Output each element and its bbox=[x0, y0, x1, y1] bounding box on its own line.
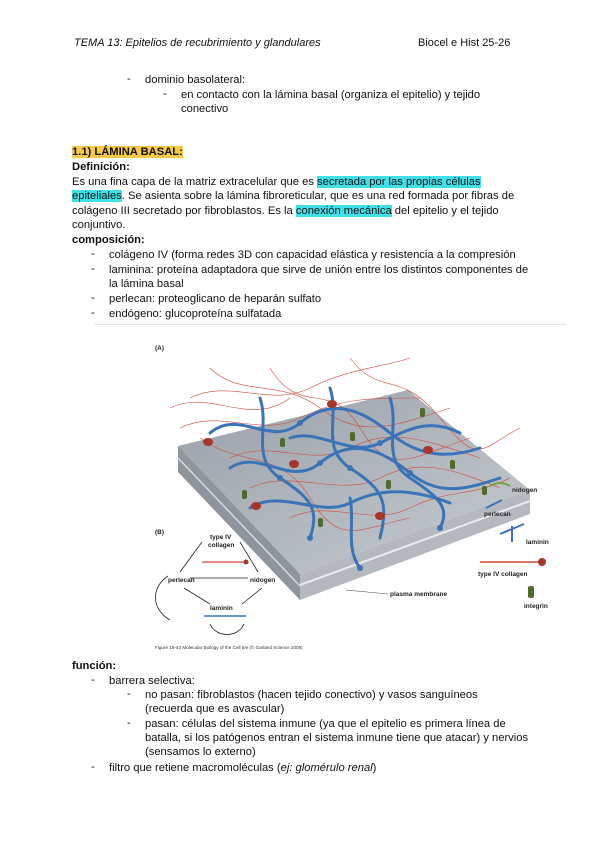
definition-line-1: Es una fina capa de la matriz extracelular que es secretada por las propias células bbox=[72, 176, 481, 188]
figure-label-b: (B) bbox=[155, 529, 165, 536]
composition-item-cont: la lámina basal bbox=[109, 278, 184, 290]
cycle-arrows bbox=[155, 542, 262, 635]
dash: - bbox=[127, 717, 131, 729]
dash: - bbox=[91, 761, 95, 773]
divider bbox=[94, 324, 566, 325]
section-heading: 1.1) LÁMINA BASAL: bbox=[72, 146, 183, 158]
definition-label: Definición: bbox=[72, 161, 130, 173]
function-label: función: bbox=[72, 660, 117, 672]
figure-label-a: (A) bbox=[155, 345, 165, 352]
legend-laminin: laminin bbox=[526, 539, 549, 546]
composition-item: laminina: proteína adaptadora que sirve de unión entre los distintos componentes de bbox=[109, 264, 529, 276]
legend-nidogen: nidogen bbox=[512, 487, 538, 494]
function-item: barrera selectiva: bbox=[109, 675, 195, 687]
composition-label: composición: bbox=[72, 234, 145, 246]
header-course: Biocel e Hist 25-26 bbox=[418, 37, 511, 49]
cycle-collagen-line1: type IV bbox=[210, 534, 232, 541]
definition-line-4: conjuntivo. bbox=[72, 219, 126, 231]
dash: - bbox=[127, 688, 131, 700]
figure-caption: Figure 19-43 Molecular Biology of the Cell 5/e (© Garland Science 2008) bbox=[155, 645, 303, 650]
basal-lamina-figure bbox=[150, 338, 570, 654]
dash: - bbox=[91, 292, 95, 304]
dash: - bbox=[127, 73, 131, 85]
function-subitem: pasan: células del sistema inmune (ya que el epitelio es primera línea de bbox=[145, 718, 506, 730]
legend-perlecan: perlecan bbox=[484, 511, 511, 518]
plasma-pointer bbox=[346, 590, 388, 594]
intro-item: dominio basolateral: bbox=[145, 74, 246, 86]
dash: - bbox=[91, 248, 95, 260]
definition-line-3: colágeno III secretado por fibroblastos. Es la conexión mecánica del epitelio y el tejido bbox=[72, 205, 499, 217]
integrin-icon bbox=[528, 586, 534, 598]
dash: - bbox=[91, 674, 95, 686]
intro-sub: en contacto con la lámina basal (organiza el epitelio) y tejido bbox=[181, 89, 481, 101]
header-title: TEMA 13: Epitelios de recubrimiento y glandulares bbox=[74, 37, 321, 49]
function-subitem-cont: (recuerda que es avascular) bbox=[145, 703, 285, 715]
legend-collagen: type IV collagen bbox=[478, 571, 528, 578]
composition-item: colágeno IV (forma redes 3D con capacidad elástica y resistencia a la compresión bbox=[109, 249, 516, 261]
function-item: filtro que retiene macromoléculas (ej: glomérulo renal) bbox=[109, 762, 377, 774]
dash: - bbox=[163, 88, 167, 100]
cycle-nidogen: nidogen bbox=[250, 577, 276, 584]
cycle-collagen-line2: collagen bbox=[208, 542, 235, 549]
composition-item: perlecan: proteoglicano de heparán sulfato bbox=[109, 293, 322, 305]
composition-item: endógeno: glucoproteína sulfatada bbox=[109, 308, 282, 320]
cycle-perlecan: perlecan bbox=[168, 577, 195, 584]
dash: - bbox=[91, 263, 95, 275]
function-subitem: no pasan: fibroblastos (hacen tejido conectivo) y vasos sanguíneos bbox=[145, 689, 478, 701]
intro-sub-cont: conectivo bbox=[181, 103, 229, 115]
dash: - bbox=[91, 307, 95, 319]
function-subitem-cont: (sensamos lo externo) bbox=[145, 746, 256, 758]
cycle-laminin: laminin bbox=[210, 605, 233, 612]
plasma-membrane-label: plasma membrane bbox=[390, 591, 448, 598]
legend-integrin: integrin bbox=[524, 603, 548, 610]
definition-line-2: epiteliales. Se asienta sobre la lámina fibroreticular, que es una red formada por fibras de bbox=[72, 190, 515, 202]
cycle-collagen-head bbox=[244, 560, 249, 565]
function-subitem-cont: batalla, si los patógenos entran el sistema inmune tiene que atacar) y nervios bbox=[145, 732, 529, 744]
collagen-head-icon bbox=[538, 558, 546, 566]
laminin-icon bbox=[500, 524, 524, 542]
